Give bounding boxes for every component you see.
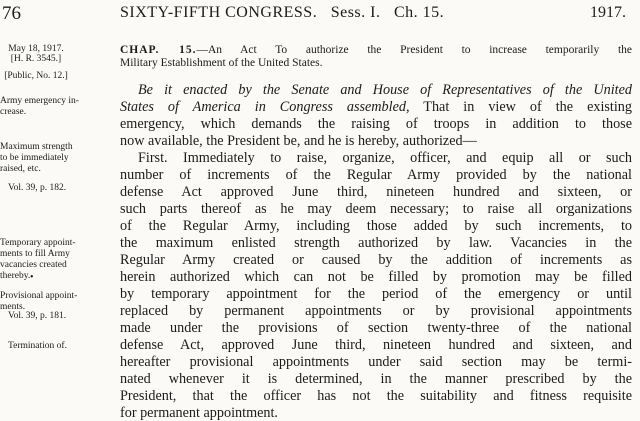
- body-line: replaced by permanent appointments or by provisional appointments: [120, 303, 632, 319]
- margin-line: ments.: [0, 302, 26, 312]
- page-number: 76: [2, 3, 21, 24]
- chapter-title-line-2: Military Establishment of the United States.: [120, 57, 323, 69]
- margin-line: Temporary appoint-: [0, 238, 76, 248]
- body-line: defense Act approved June third, nineteen hundred and sixteen, or: [120, 184, 632, 200]
- margin-vol-ref-2: Vol. 39, p. 181.: [8, 311, 67, 321]
- margin-line: raised, etc.: [0, 164, 41, 174]
- margin-maximum-strength: [0, 142, 100, 175]
- margin-temporary-appointments: [0, 238, 100, 282]
- body-line-last: for permanent appointment.: [120, 405, 278, 421]
- body-line: defense Act, approved June third, nineteen hundred and sixteen, and: [120, 337, 632, 353]
- margin-line: ments to fill Army: [0, 249, 70, 259]
- running-title: [120, 4, 444, 22]
- body-line: Regular Army created or caused by the addition of increments as: [120, 252, 632, 268]
- margin-line: vacancies created: [0, 260, 67, 270]
- margin-line: thereby.: [0, 271, 31, 281]
- margin-line: Maximum strength: [0, 142, 73, 152]
- header-year: 1917.: [590, 4, 626, 21]
- running-header: [0, 2, 640, 28]
- margin-vol-ref-1: Vol. 39, p. 182.: [8, 183, 67, 193]
- body-line: hereafter provisional appointments under said section may be termi-: [120, 354, 632, 370]
- margin-line: Army emergency in-: [0, 96, 79, 106]
- margin-date: May 18, 1917.: [8, 44, 64, 54]
- congress-title: SIXTY-FIFTH CONGRESS.: [120, 4, 318, 21]
- enacting-clause-line-2: [120, 99, 632, 115]
- body-line: such parts thereof as he may deem necessary; to raise all organizations: [120, 201, 632, 217]
- margin-army-emergency: [0, 96, 100, 118]
- margin-line: to be immediately: [0, 153, 69, 163]
- enacting-clause-line-1: Be it enacted by the Senate and House of Representatives of the United: [138, 82, 632, 98]
- body-line: nated whenever it is determined, in the manner prescribed by the: [120, 371, 632, 387]
- body-line: made under the provisions of section twenty-three of the national: [120, 320, 632, 336]
- chap-label: CHAP. 15.: [120, 44, 197, 56]
- margin-termination: Termination of.: [8, 341, 67, 351]
- body-line: emergency, which demands the raising of troops in addition to those: [120, 116, 632, 132]
- margin-provisional-appointments: [0, 291, 100, 313]
- body-line: number of increments of the Regular Army provided by the national: [120, 167, 632, 183]
- margin-dot-mark: •: [30, 272, 34, 283]
- chapter-title-line-1: —An Act To authorize the President to increase temporarily the: [196, 44, 632, 56]
- session-label: Sess. I.: [330, 4, 381, 21]
- margin-line: Provisional appoint-: [0, 291, 78, 301]
- chapter-heading-line-1: [120, 44, 632, 57]
- margin-bill: [H. R. 3545.]: [10, 54, 62, 64]
- margin-line: crease.: [0, 107, 27, 117]
- enacting-clause-italic: States of America in Congress assembled,: [120, 99, 410, 115]
- body-line: herein authorized which can not be filled by promotion may be filled: [120, 269, 632, 285]
- body-line: of the Regular Army, including those added by such increments, to: [120, 218, 632, 234]
- body-line: the maximum enlisted strength authorized by law. Vacancies in the: [120, 235, 632, 251]
- paragraph-first-line: First. Immediately to raise, organize, officer, and equip all or such: [138, 150, 632, 166]
- enacting-clause-roman: That in view of the existing: [409, 99, 632, 115]
- chapter-label: Ch. 15.: [393, 4, 445, 21]
- body-line: now available, the President be, and he is hereby, authorized—: [120, 133, 477, 149]
- margin-public-law: [Public, No. 12.]: [4, 71, 68, 81]
- body-line: President, that the officer has not the suitability and fitness requisite: [120, 388, 632, 404]
- body-line: by temporary appointment for the period of the emergency or until: [120, 286, 632, 302]
